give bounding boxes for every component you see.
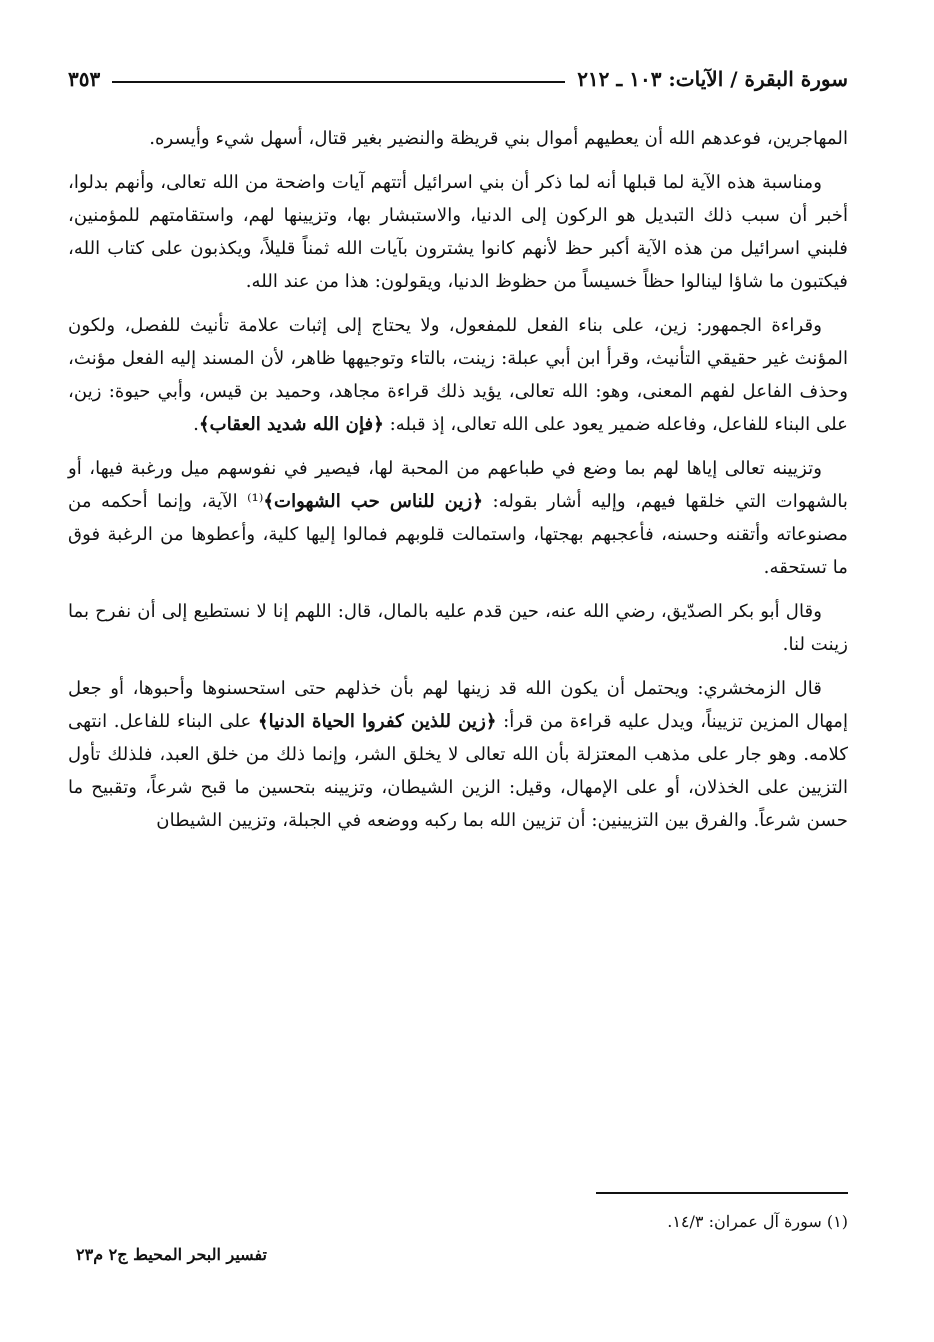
paragraph-text: المهاجرين، فوعدهم الله أن يعطيهم أموال بني قريظة والنضير بغير قتال، أسهل شيء وأيسره. [149,128,848,149]
paragraph-text: وتزيينه تعالى إياها لهم بما وضع في طباعهم من المحبة لها، فيصير في نفوسهم ميل ورغبة فيها، أو بالشهوات التي خلقها فيهم، وإليه أشار بقوله: [68,458,848,512]
paragraph [68,595,848,661]
footnote: (١) سورة آل عمران: ١٤/٣. [667,1212,848,1231]
paragraph-text: وقال أبو بكر الصدّيق، رضي الله عنه، حين قدم عليه بالمال، قال: اللهم إنا لا نستطيع إلى أن نفرح بما زينت لنا. [68,601,848,655]
paragraph-text: على البناء للفاعل. انتهى كلامه. وهو جار على مذهب المعتزلة بأن الله تعالى لا يخلق الشر، وإنما ذلك من خلق العبد، فلذلك تأول التزيين على الخذلان، أو على الإمهال، وقيل: الزين الشيطان، وتزيينه بتحسين ما قبح شرعاً، وتقبيح ما حسن شرعاً. والفرق بين التزيينين: أن تزيين الله بما ركبه ووضعه في الجبلة، وتزيين الشيطان [68,711,848,831]
running-header [68,62,848,96]
paragraph [68,452,848,584]
page-number: ٣٥٣ [68,67,101,91]
header-rule [112,81,565,83]
paragraph [68,122,848,155]
quran-quote: ﴿زين للذين كفروا الحياة الدنيا﴾ [258,711,497,732]
paragraph [68,166,848,298]
quran-quote: ﴿زين للناس حب الشهوات﴾ [263,491,483,512]
paragraph [68,672,848,837]
paragraph-text: وقراءة الجمهور: زين، على بناء الفعل للمفعول، ولا يحتاج إلى إثبات علامة تأنيث للفصل، ولكون المؤنث غير حقيقي التأنيث، وقرأ ابن أبي عبلة: زينت، بالتاء وتوجيهها ظاهر، لأن المسند إليه الفعل مؤنث، وحذف الفاعل لفهم المعنى، وهو: الله تعالى، يؤيد ذلك قراءة مجاهد، وحميد بن قيس، وأبي حيوة: زين، على البناء للفاعل، وفاعله ضمير يعود على الله تعالى، إذ قبله: [68,315,848,435]
paragraph [68,309,848,441]
surah-title: سورة البقرة / الآيات: ١٠٣ ـ ٢١٢ [577,67,848,91]
quran-quote: ﴿فإن الله شديد العقاب﴾ [198,414,384,435]
book-reference: تفسير البحر المحيط ج٢ م٢٣ [76,1245,267,1264]
footnote-rule [596,1192,848,1194]
paragraph-text: ومناسبة هذه الآية لما قبلها أنه لما ذكر أن بني اسرائيل أتتهم آيات واضحة من الله تعالى، وأنهم بدلوا، أخبر أن سبب ذلك التبديل هو الركون إلى الدنيا، والاستبشار بها، وتزيينها لهم، واستقامتهم للمؤمنين، فلبني اسرائيل من هذه الآية أكبر حظ لأنهم كانوا يشترون بآيات الله ثمناً قليلاً، ويكذبون على كتاب الله، فيكتبون ما شاؤا لينالوا حظاً خسيساً من حظوظ الدنيا، ويقولون: هذا من عند الله. [68,172,848,292]
body-text [68,122,848,848]
paragraph-text: ⁽¹⁾ الآية، وإنما أحكمه من مصنوعاته وأتقنه وحسنه، فأعجبهم بهجتها، واستمالت قلوبهم فمالوا إليها كلية، وأعطوها من الرغبة فوق ما تستحقه. [68,491,848,578]
paragraph-text: قال الزمخشري: ويحتمل أن يكون الله قد زينها لهم بأن خذلهم حتى استحسنوها وأحبوها، أو جعل إمهال المزين تزييناً، ويدل عليه قراءة من قرأ: [68,678,848,732]
paragraph-text: . [193,414,199,435]
